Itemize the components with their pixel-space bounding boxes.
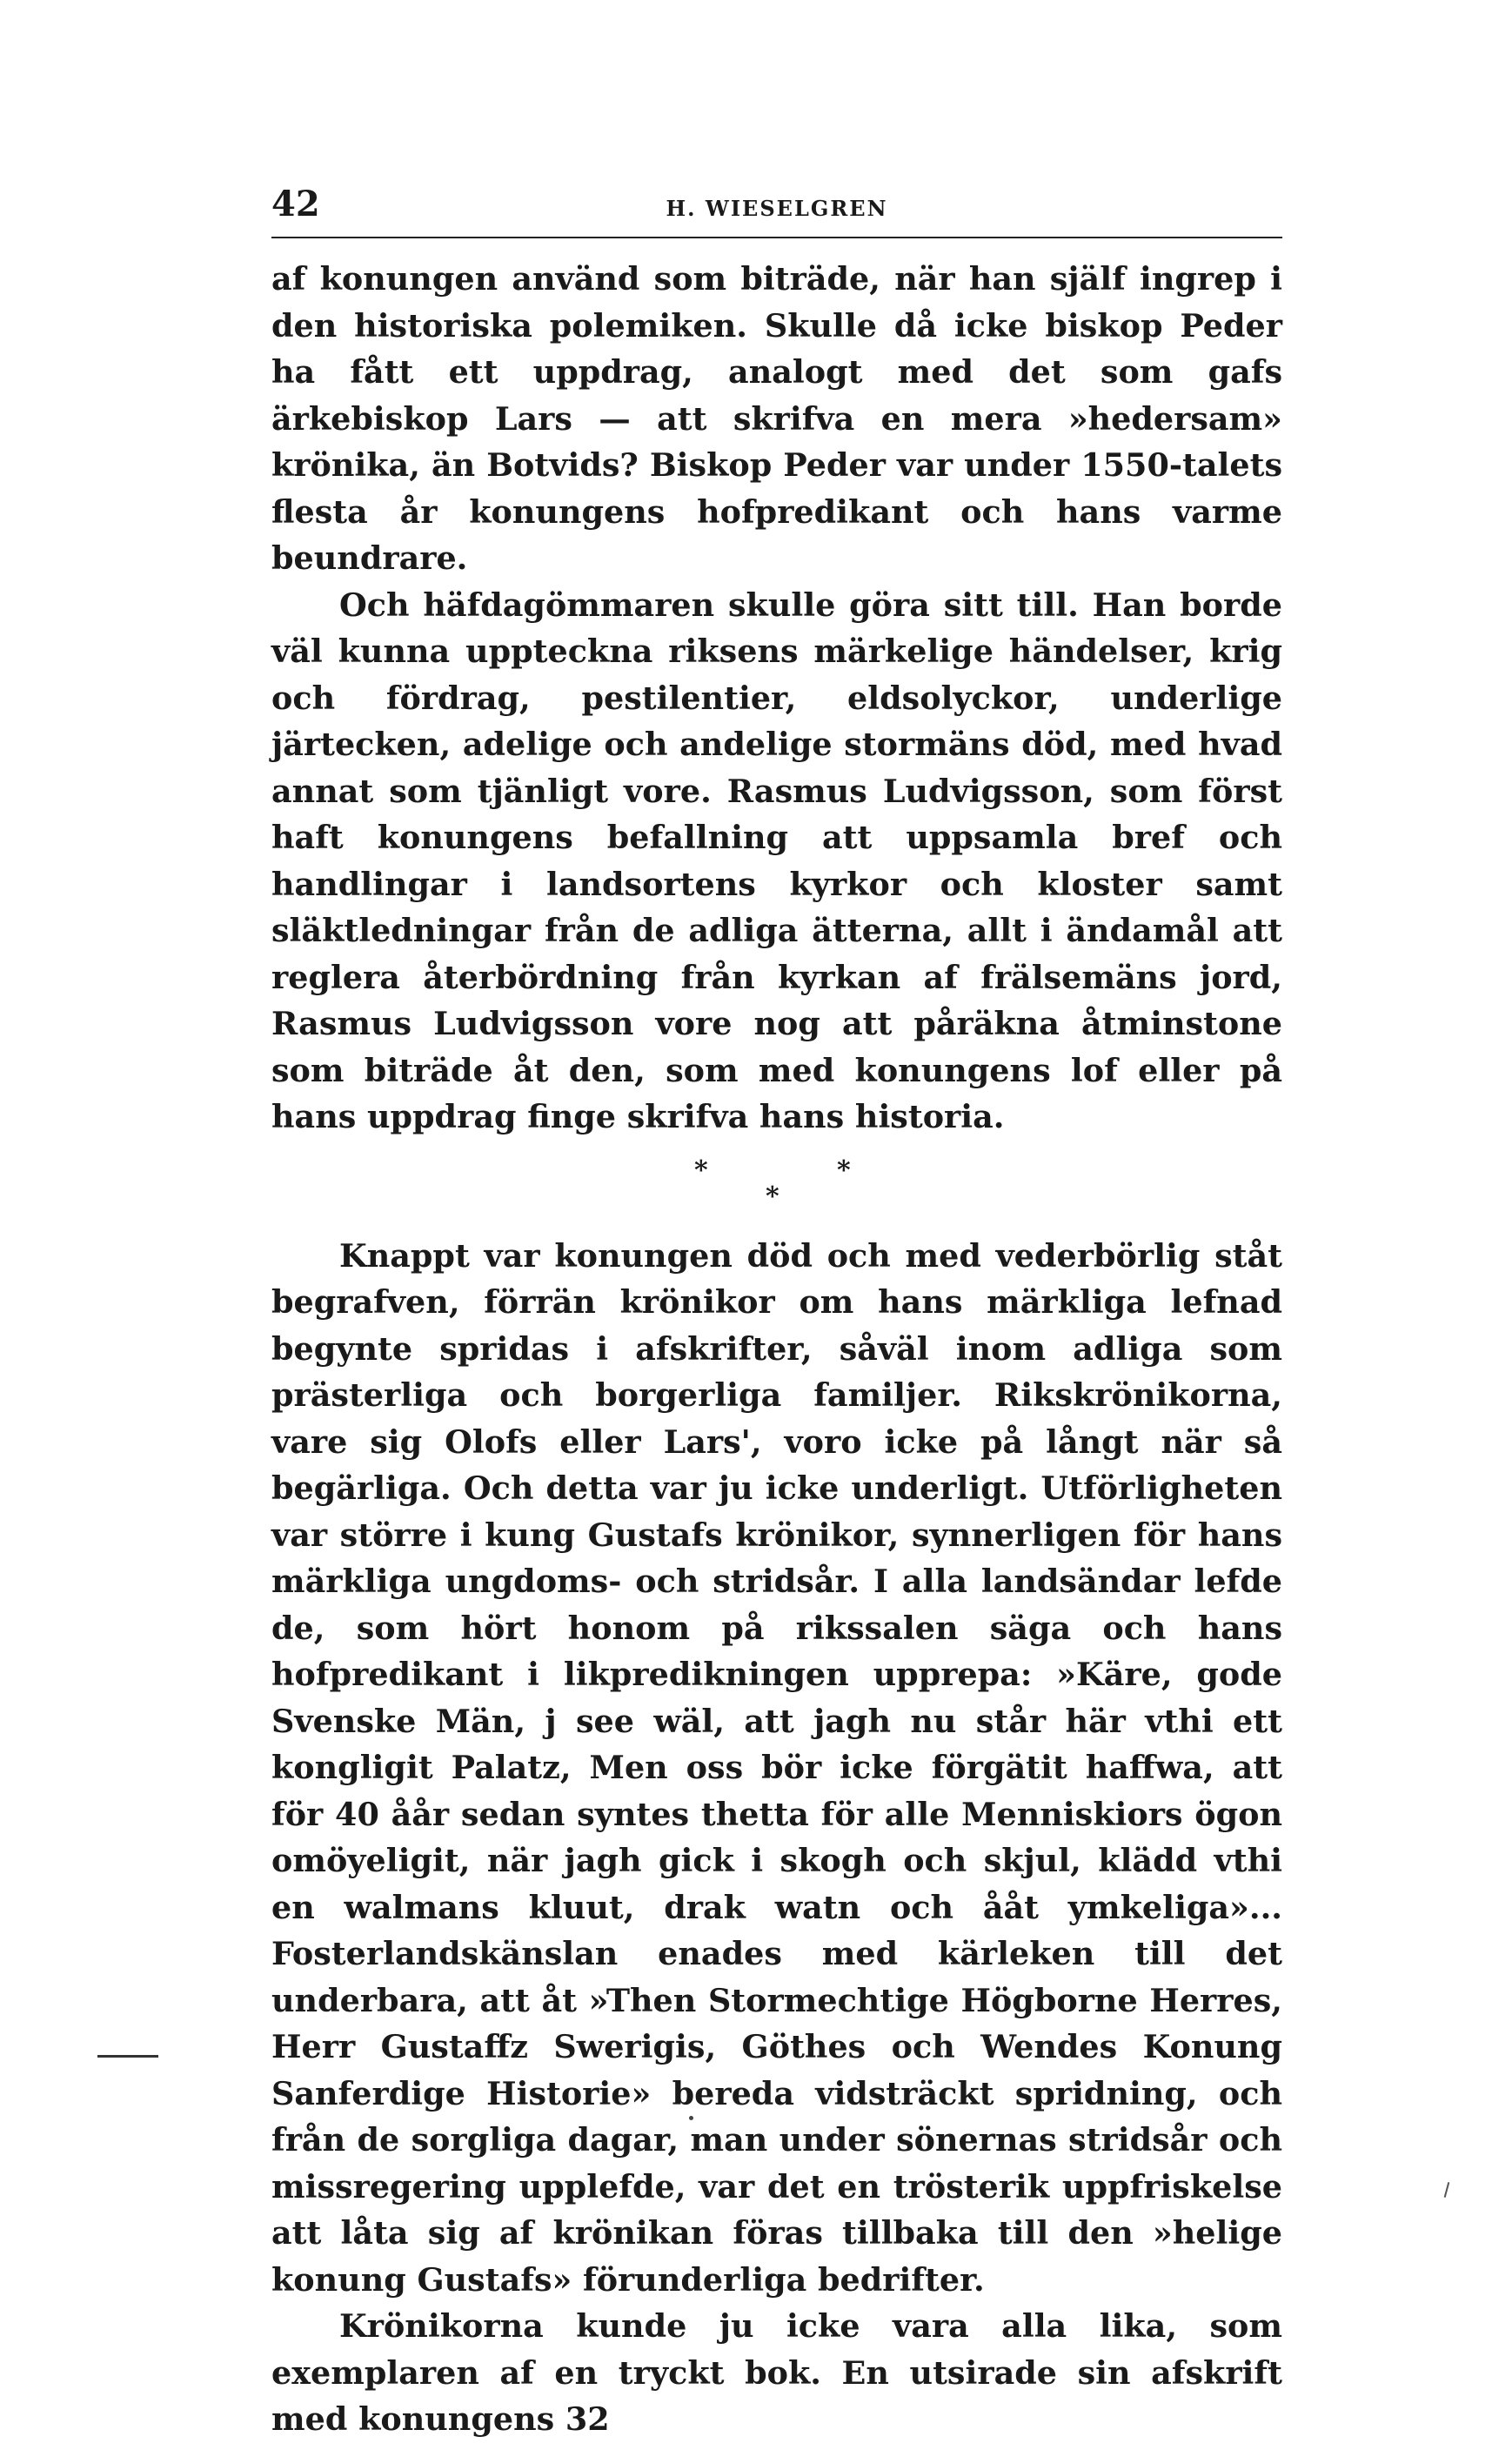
body-text xyxy=(271,256,1282,2443)
asterism-star: * xyxy=(694,1155,708,1186)
paragraph-continuation: af konungen använd som biträde, när han själf ingrep i den historiska polemiken. Skulle då icke biskop Peder ha fått ett uppdrag, analogt med det som gafs ärkebiskop Lars — att skrifva en mera »hedersam» krönika, än Botvids? Biskop Peder var under 1550-talets flesta år konungens hofpredikant och hans varme beundrare. xyxy=(271,260,1282,577)
page-number: 42 xyxy=(271,184,320,224)
paragraph: Knappt var konungen död och med vederbörlig ståt begrafven, förrän krönikor om hans märkliga lefnad begynte spridas i afskrifter, såväl inom adliga som prästerliga och borgerliga familjer. Rikskrönikorna, vare sig Olofs eller Lars', voro icke på långt när så begärliga. Och detta var ju icke underligt. Utförligheten var större i kung Gustafs krönikor, synnerligen för hans märkliga ungdoms- och stridsår. I alla landsändar lefde de, som hört honom på rikssalen säga och hans hofpredikant i likpredikningen upprepa: »Käre, gode Svenske Män, j see wäl, att jagh nu står här vthi ett kongligit Palatz, Men oss bör icke förgätit haffwa, att för 40 åår sedan syntes thetta för alle Menniskiors ögon omöyeligit, när jagh gick i skogh och skjul, klädd vthi en walmans kluut, drak watn och ååt ymkeliga»... Fosterlandskänslan enades med kärleken till det underbara, att åt »Then Stormechtige Högborne Herres, Herr Gustaffz Swerigis, Göthes och Wendes Konung Sanferdige Historie» bereda vidsträckt spridning, och från de sorgliga dagar, man under sönernas stridsår och missregering upplefde, var det en trösterik uppfriskelse att låta sig af krönikan föras tillbaka till den »helige konung Gustafs» förunderliga bedrifter. xyxy=(271,1236,1282,2299)
margin-dash-mark xyxy=(97,2055,158,2058)
paragraph: Och häfdagömmaren skulle göra sitt till. Han borde väl kunna uppteckna riksens märkelige händelser, krig och fördrag, pestilentier, eldsolyckor, underlige järtecken, adelige och andelige stormäns död, med hvad annat som tjänligt vore. Rasmus Ludvigsson, som först haft konungens befallning att uppsamla bref och handlingar i landsortens kyrkor och kloster samt släktledningar från de adliga ätterna, allt i ändamål att reglera återbördning från kyrkan af frälsemäns jord, Rasmus Ludvigsson vore nog att påräkna åtminstone som biträde åt den, som med konungens lof eller på hans uppdrag finge skrifva hans historia. xyxy=(271,586,1282,1135)
stray-ink-mark xyxy=(1444,2182,1450,2198)
asterism-star: * xyxy=(837,1155,851,1186)
page xyxy=(271,183,1282,2443)
running-title: H. WIESELGREN xyxy=(666,196,888,221)
section-break xyxy=(271,1141,1282,1233)
paragraph: Krönikorna kunde ju icke vara alla lika, som exemplaren af en tryckt bok. En utsirade sin afskrift med konungens 32 xyxy=(271,2307,1282,2438)
stray-ink-dot xyxy=(689,2116,693,2120)
running-head xyxy=(271,183,1282,238)
asterism-star: * xyxy=(766,1181,779,1212)
